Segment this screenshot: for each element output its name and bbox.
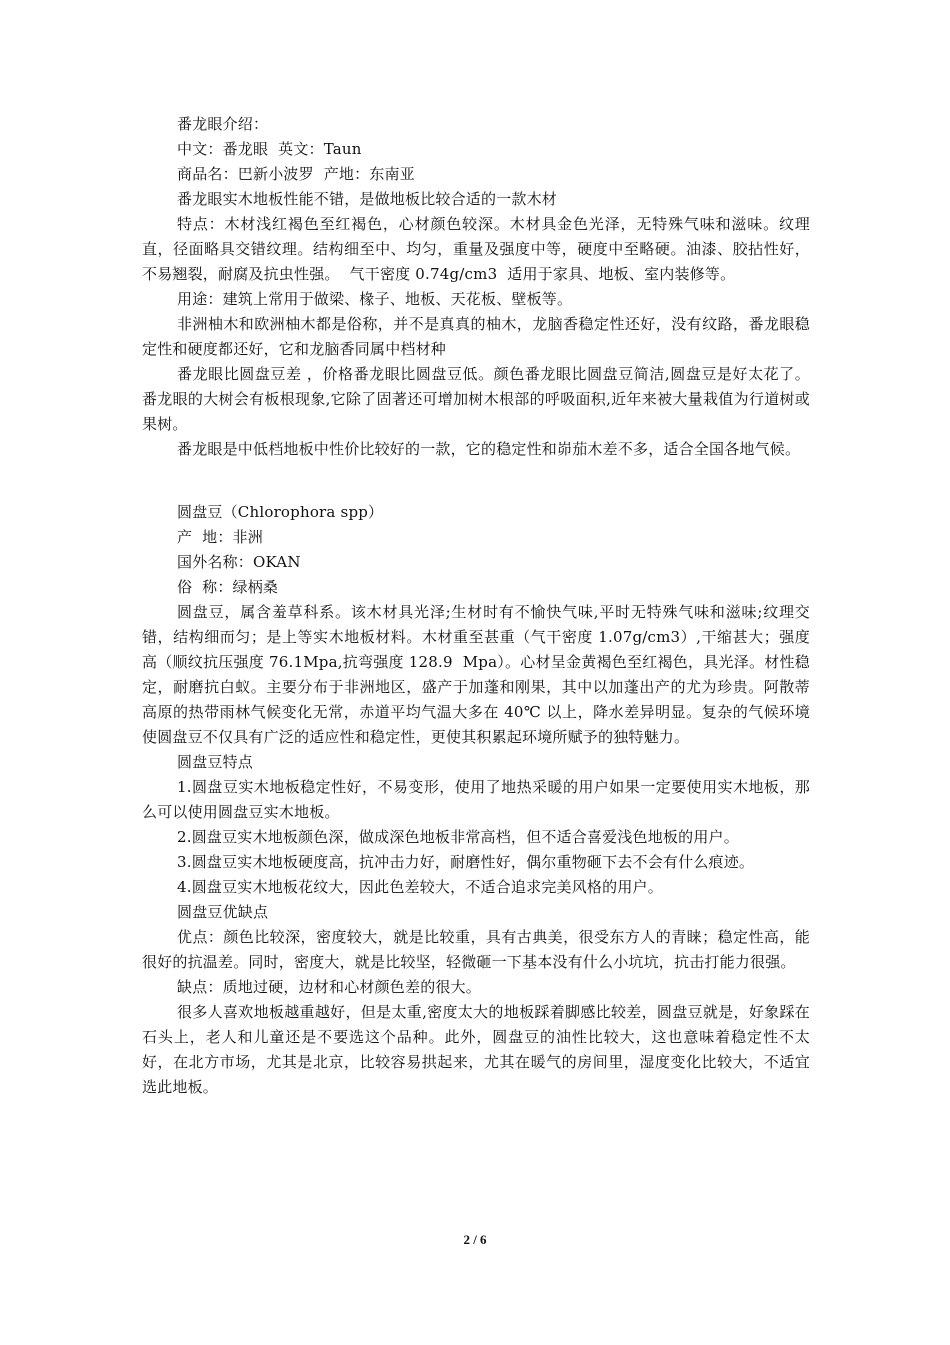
taun-conclusion: 番龙眼是中低档地板中性价比较好的一款，它的稳定性和峁茄木差不多，适合全国各地气候。 — [177, 440, 801, 458]
okan-pros-cons-heading: 圆盘豆优缺点 — [177, 903, 269, 921]
taun-trade-name: 商品名：巴新小波罗 产地：东南亚 — [177, 165, 415, 183]
taun-uses: 用途：建筑上常用于做梁、椽子、地板、天花板、壁板等。 — [177, 290, 573, 308]
okan-feature-1: 1.圆盘豆实木地板稳定性好，不易变形，使用了地热采暖的用户如果一定要使用实木地板，那么可以使用圆盘豆实木地板。 — [142, 778, 810, 821]
okan-buying-advice: 很多人喜欢地板越重越好，但是太重,密度太大的地板踩着脚感比较差，圆盘豆就是，好象踩在石头上，老人和儿童还是不要选这个品种。此外，圆盘豆的油性比较大，这也意味着稳定性不太好，在北方市场，尤其是北京，比较容易拱起来，尤其在暖气的房间里，湿度变化比较大，不适宜选此地板。 — [142, 1003, 810, 1096]
taun-names: 中文：番龙眼 英文：Taun — [177, 140, 362, 158]
okan-feature-4: 4.圆盘豆实木地板花纹大，因此色差较大，不适合追求完美风格的用户。 — [177, 878, 663, 896]
okan-heading: 圆盘豆（Chlorophora spp） — [177, 503, 384, 521]
section-taun — [142, 112, 810, 462]
okan-pros: 优点：颜色比较深，密度较大，就是比较重，具有古典美，很受东方人的青睐；稳定性高，能很好的抗温差。同时，密度大，就是比较坚，轻微砸一下基本没有什么小坑坑，抗击打能力很强。 — [142, 928, 810, 971]
section-okan — [142, 500, 810, 1100]
okan-common-name: 俗 称：绿柄桑 — [177, 578, 279, 596]
section-spacer — [142, 462, 810, 500]
okan-feature-2: 2.圆盘豆实木地板颜色深，做成深色地板非常高档，但不适合喜爱浅色地板的用户。 — [177, 828, 739, 846]
page-number: 2 / 6 — [463, 1232, 487, 1247]
taun-comparison: 番龙眼比圆盘豆差 ，价格番龙眼比圆盘豆低。颜色番龙眼比圆盘豆简洁,圆盘豆是好太花了。番龙眼的大树会有板根现象,它除了固著还可增加树木根部的呼吸面积,近年来被大量栽值为行道树或果树。 — [142, 365, 810, 433]
okan-cons: 缺点：质地过硬，边材和心材颜色差的很大。 — [177, 978, 482, 996]
document-body — [142, 112, 810, 1100]
okan-features-heading: 圆盘豆特点 — [177, 753, 254, 771]
taun-summary: 番龙眼实木地板性能不错，是做地板比较合适的一款木材 — [177, 190, 558, 208]
taun-features: 特点：木材浅红褐色至红褐色，心材颜色较深。木材具金色光泽，无特殊气味和滋味。纹理直，径面略具交错纹理。结构细至中、均匀，重量及强度中等，硬度中至略硬。油漆、胶拈性好，不易翘裂，耐腐及抗虫性强。 气干密度 0.74g/cm3 适用于家具、地板、室内装修等。 — [142, 215, 810, 283]
okan-description: 圆盘豆，属含羞草科系。该木材具光泽;生材时有不愉快气味,平时无特殊气味和滋味;纹理交错，结构细而匀；是上等实木地板材料。木材重至甚重（气干密度 1.07g/cm3）,干缩甚大；强度高（顺纹抗压强度 76.1Mpa,抗弯强度 128.9 Mpa）。心材呈金黄褐色至红褐色，具光泽。材性稳定，耐磨抗白蚁。主要分布于非洲地区，盛产于加蓬和刚果，其中以加蓬出产的尤为珍贵。阿散蒂高原的热带雨林气候变化无常，赤道平均气温大多在 40℃ 以上，降水差异明显。复杂的气候环境使圆盘豆不仅具有广泛的适应性和稳定性，更使其积累起环境所赋予的独特魅力。 — [142, 603, 810, 746]
okan-origin: 产 地：非洲 — [177, 528, 263, 546]
okan-foreign-name: 国外名称：OKAN — [177, 553, 301, 571]
okan-feature-3: 3.圆盘豆实木地板硬度高，抗冲击力好，耐磨性好，偶尔重物砸下去不会有什么痕迹。 — [177, 853, 755, 871]
taun-heading: 番龙眼介绍： — [177, 115, 269, 133]
taun-teak-note: 非洲柚木和欧洲柚木都是俗称，并不是真真的柚木，龙脑香稳定性还好，没有纹路，番龙眼稳定性和硬度都还好，它和龙脑香同属中档材种 — [142, 315, 810, 358]
